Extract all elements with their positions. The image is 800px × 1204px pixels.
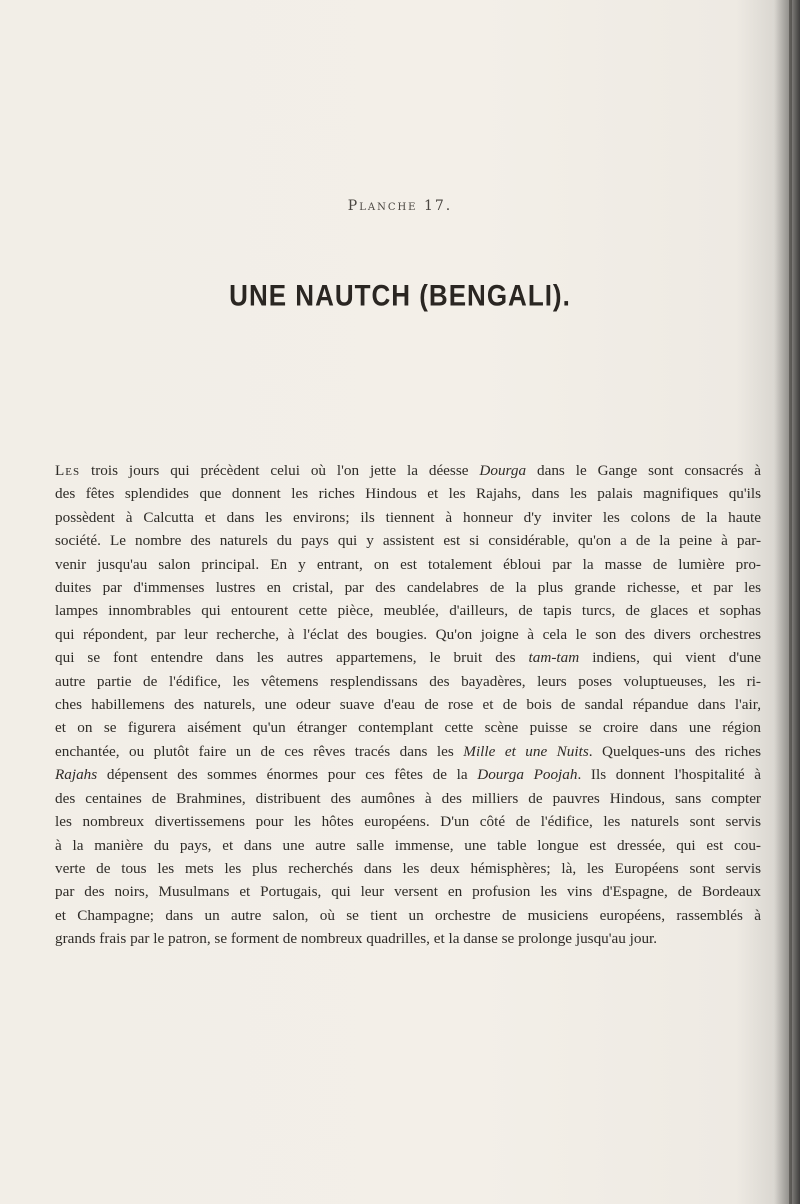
text-line: les nombreux divertissemens pour les hôtes européens. D'un côté de l'édifice, les naturels sont servis — [55, 813, 761, 831]
text-line: ches habillemens des naturels, une odeur suave d'eau de rose et de bois de sandal répandue dans l'air, — [55, 696, 761, 714]
text-line: Rajahs dépensent des sommes énormes pour ces fêtes de la Dourga Poojah. Ils donnent l'hospitalité à — [55, 766, 762, 784]
page-title: UNE NAUTCH (BENGALI). — [229, 277, 571, 313]
text-line: lampes innombrables qui entourent cette pièce, meublée, d'ailleurs, de tapis turcs, de glaces et sophas — [55, 602, 761, 620]
plate-number: 17. — [423, 198, 453, 214]
text-line: grands frais par le patron, se forment de nombreux quadrilles, et la danse se prolonge jusqu'au jour. — [55, 930, 658, 948]
text-line: verte de tous les mets les plus recherchés dans les deux hémisphères; là, les Européens sont servis — [55, 859, 761, 877]
text-line: par des noirs, Musulmans et Portugais, qui leur versent en profusion les vins d'Espagne, de Bordeaux — [55, 883, 761, 901]
text-line: des fêtes splendides que donnent les riches Hindous et les Rajahs, dans les palais magnifiques qu'ils — [55, 485, 761, 503]
lead-word: Les — [55, 462, 81, 479]
page-edge-shadow — [774, 0, 800, 1204]
text-line: qui répondent, par leur recherche, à l'éclat des bougies. Qu'on joigne à cela le son des divers orchestres — [55, 625, 761, 643]
text-line: duites par d'immenses lustres en cristal, par des candelabres de la plus grande richesse, et par les — [55, 579, 761, 597]
text-line: venir jusqu'au salon principal. En y entrant, on est totalement ébloui par la masse de lumière pro- — [55, 555, 761, 573]
text-line: société. Le nombre des naturels du pays qui y assistent est si considérable, qu'on a de la peine à par- — [55, 532, 761, 550]
plate-prefix: Planche — [347, 198, 418, 214]
text-line: et on se figurera aisément qu'un étranger contemplant cette scène puisse se croire dans une région — [55, 719, 761, 737]
text-line: possèdent à Calcutta et dans les environs; ils tiennent à honneur d'y inviter les colons de la haute — [55, 508, 761, 526]
page-edge-line — [789, 0, 792, 1204]
body-paragraph — [55, 459, 761, 951]
text-line: et Champagne; dans un autre salon, où se tient un orchestre de musiciens européens, rassemblés à — [55, 906, 761, 924]
text-line: autre partie de l'édifice, les vêtemens resplendissans des bayadères, leurs poses voluptueuses, les ri- — [55, 672, 761, 690]
text-line: Les trois jours qui précèdent celui où l'on jette la déesse Dourga dans le Gange sont consacrés à — [55, 462, 762, 479]
text-line: enchantée, ou plutôt faire un de ces rêves tracés dans les Mille et une Nuits. Quelques-uns des riches — [55, 742, 762, 760]
plate-label — [0, 198, 800, 214]
text-line: des centaines de Brahmines, distribuent des aumônes à des milliers de pauvres Hindous, sans compter — [55, 789, 761, 807]
text-line: à la manière du pays, et dans une autre salle immense, une table longue est dressée, qui est cou- — [55, 836, 761, 854]
text-line: qui se font entendre dans les autres appartemens, le bruit des tam-tam indiens, qui vient d'une — [55, 649, 761, 667]
